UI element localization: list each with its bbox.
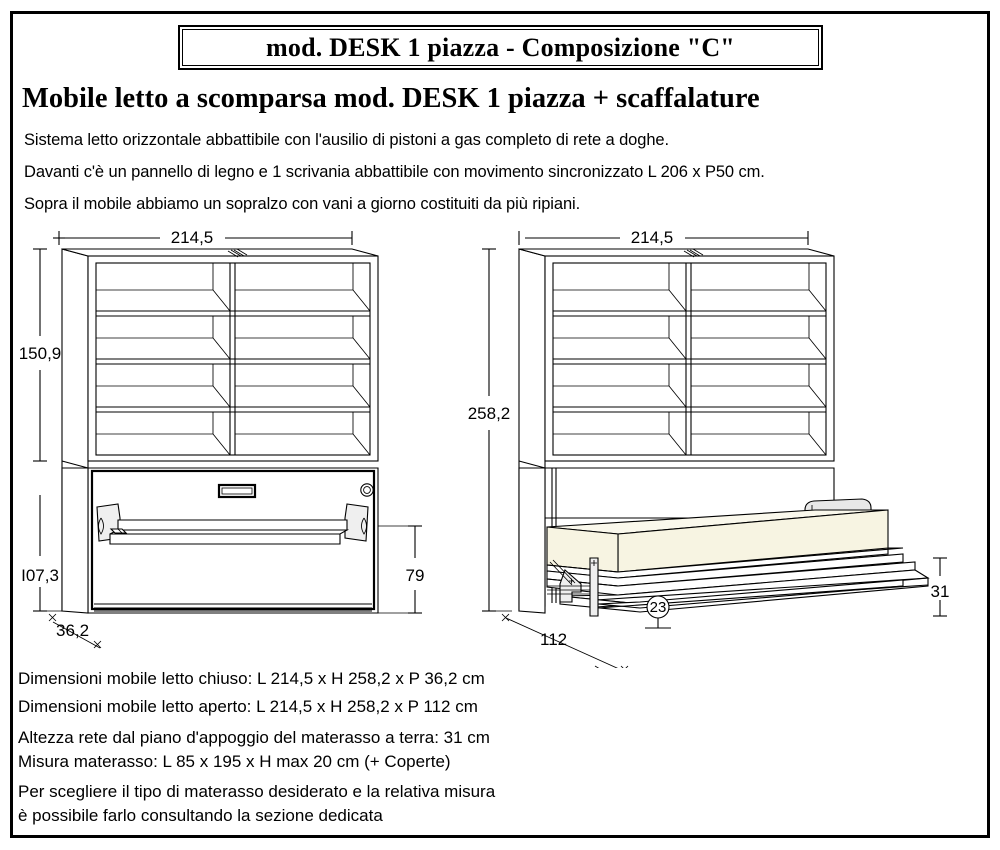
dimension-upper-height-label: 150,9 [18,344,62,363]
spec-line-6: è possibile farlo consultando la sezione dedicata [18,806,383,825]
product-headline: Mobile letto a scomparsa mod. DESK 1 piazza + scaffalature [22,83,760,114]
bed-unit-closed-left [62,468,378,613]
dimension-desk-height-label: 79 [405,566,425,585]
dimension-depth-right-label: 112 [540,630,568,649]
slat-count-label: 23 [649,599,667,616]
desk-bracket-right [345,504,368,541]
dimension-width-right [519,228,808,247]
dimension-depth-right [489,611,628,668]
title-box [178,25,823,70]
drawing-right-open [468,228,950,668]
spec-line-2: Dimensioni mobile letto aperto: L 214,5 x H 258,2 x P 112 cm [18,697,478,716]
description-line-1: Sistema letto orizzontale abbattibile con l'ausilio di pistoni a gas completo di rete a doghe. [24,131,669,149]
dimension-depth-left-label: 36,2 [56,621,90,640]
technical-drawings [0,218,1000,668]
dimension-depth-left [40,611,101,648]
dimension-bed-height-right [931,558,950,616]
spec-line-3: Altezza rete dal piano d'appoggio del materasso a terra: 31 cm [18,728,490,747]
dimension-lower-height-label: I07,3 [21,566,59,585]
description-line-2: Davanti c'è un pannello di legno e 1 scrivania abbattibile con movimento sincronizzato L 206 x P50 cm. [24,163,765,181]
spec-line-5: Per scegliere il tipo di materasso desiderato e la relativa misura [18,782,496,801]
dimension-total-height-label: 258,2 [467,404,511,423]
dimension-bed-height-label: 31 [930,582,950,601]
dimension-width-right-label: 214,5 [630,228,674,247]
page-title: mod. DESK 1 piazza - Composizione "C" [266,32,735,62]
dimension-width-left-label: 214,5 [170,228,214,247]
spec-line-4: Misura materasso: L 85 x 195 x H max 20 cm (+ Coperte) [18,752,451,771]
dimension-desk-height-left [378,526,424,613]
spec-line-1: Dimensioni mobile letto chiuso: L 214,5 x H 258,2 x P 36,2 cm [18,669,485,688]
dimension-width-left [53,228,352,247]
dimension-height-left [19,249,62,611]
description-line-3: Sopra il mobile abbiamo un sopralzo con vani a giorno costituiti da più ripiani. [24,195,581,213]
drawing-left-closed [19,228,425,648]
desk-panel [110,520,347,544]
dimension-total-height-right [468,249,511,611]
